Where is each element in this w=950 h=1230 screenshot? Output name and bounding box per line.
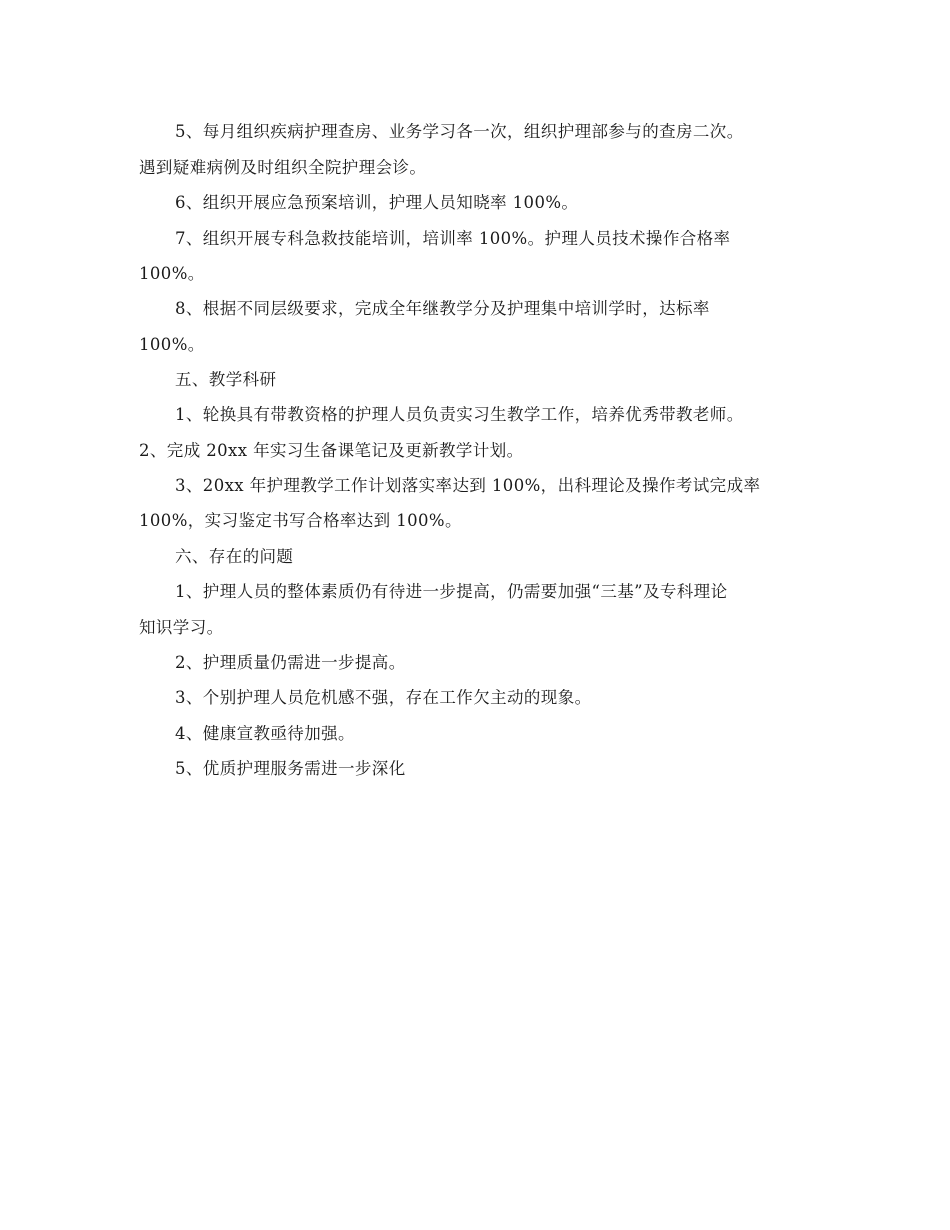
paragraph-line: 5、优质护理服务需进一步深化 xyxy=(175,759,406,778)
paragraph-line: 2、完成 20xx 年实习生备课笔记及更新教学计划。 xyxy=(139,441,524,460)
paragraph-line: 1、轮换具有带教资格的护理人员负责实习生教学工作，培养优秀带教老师。 xyxy=(175,405,744,424)
paragraph-line: 1、护理人员的整体素质仍有待进一步提高，仍需要加强“三基”及专科理论 xyxy=(175,582,728,601)
section-heading: 六、存在的问题 xyxy=(175,547,294,566)
paragraph-line: 100%。 xyxy=(139,335,205,354)
paragraph-line: 知识学习。 xyxy=(139,618,224,637)
paragraph-line: 6、组织开展应急预案培训，护理人员知晓率 100%。 xyxy=(175,193,579,212)
paragraph-line: 遇到疑难病例及时组织全院护理会诊。 xyxy=(139,158,427,177)
paragraph-line: 5、每月组织疾病护理查房、业务学习各一次，组织护理部参与的查房二次。 xyxy=(175,122,744,141)
paragraph-line: 7、组织开展专科急救技能培训，培训率 100%。护理人员技术操作合格率 xyxy=(175,229,731,248)
paragraph-line: 4、健康宣教亟待加强。 xyxy=(175,724,355,743)
paragraph-line: 3、个别护理人员危机感不强，存在工作欠主动的现象。 xyxy=(175,688,592,707)
paragraph-line: 8、根据不同层级要求，完成全年继教学分及护理集中培训学时，达标率 xyxy=(175,299,710,318)
paragraph-line: 100%。 xyxy=(139,264,205,283)
paragraph-line: 3、20xx 年护理教学工作计划落实率达到 100%，出科理论及操作考试完成率 xyxy=(175,476,761,495)
paragraph-line: 2、护理质量仍需进一步提高。 xyxy=(175,653,406,672)
section-heading: 五、教学科研 xyxy=(175,370,277,389)
paragraph-line: 100%，实习鉴定书写合格率达到 100%。 xyxy=(139,511,462,530)
